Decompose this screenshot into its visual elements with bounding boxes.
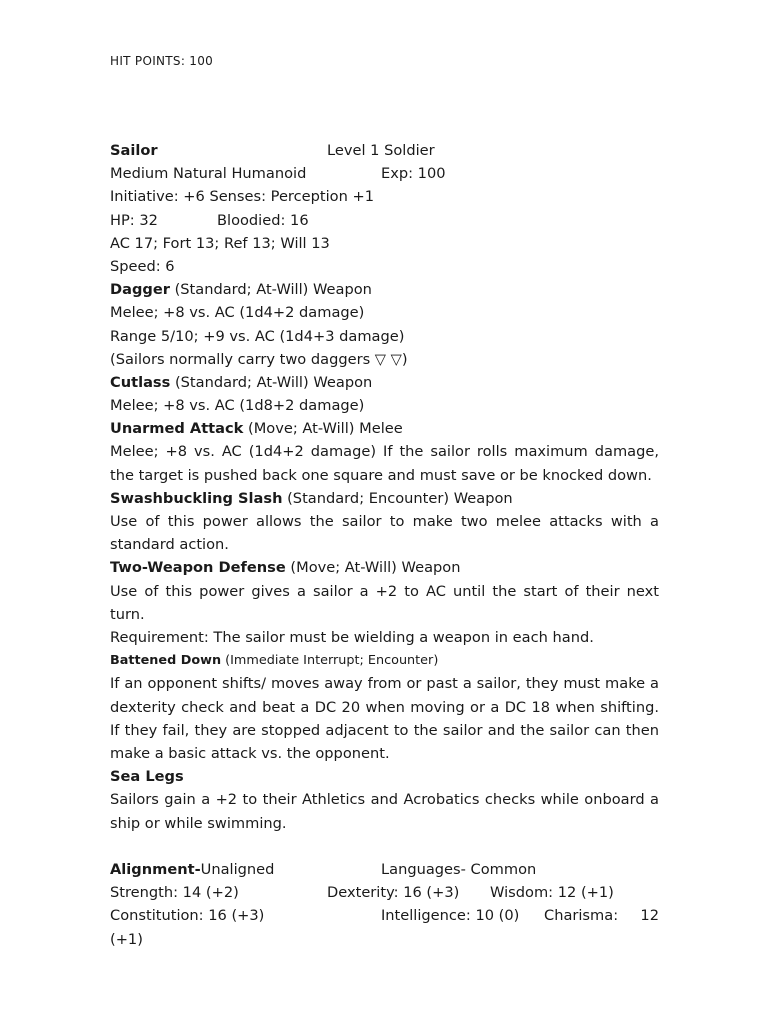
stat-block (110, 139, 659, 951)
bloodied: Bloodied: 16 (217, 211, 309, 229)
dagger-note: (Sailors normally carry two daggers ▽ ▽) (110, 350, 408, 368)
hp: HP: 32 (110, 211, 158, 229)
defenses: AC 17; Fort 13; Ref 13; Will 13 (110, 234, 330, 252)
type-row (110, 162, 659, 185)
hit-points-heading: HIT POINTS: 100 (110, 54, 214, 68)
sealegs-name: Sea Legs (110, 768, 184, 786)
constitution: Constitution: 16 (+3) (110, 907, 265, 925)
twd-header (110, 556, 659, 579)
battened-name: Battened Down (110, 653, 222, 669)
battened-header (110, 649, 659, 672)
hp-row (110, 209, 659, 232)
sealegs-text: Sailors gain a +2 to their Athletics and Acrobatics checks while onboard a ship or while swimming. (110, 791, 659, 832)
unarmed-header (110, 417, 659, 440)
unarmed-text: Melee; +8 vs. AC (1d4+2 damage) If the sailor rolls maximum damage, the target is pushed back one square and must save or be knocked down. (110, 443, 659, 484)
twd-text: Use of this power gives a sailor a +2 to AC until the start of their next turn. (110, 582, 659, 623)
cutlass-melee: Melee; +8 vs. AC (1d8+2 damage) (110, 397, 365, 415)
senses: Senses: Perception +1 (209, 188, 374, 206)
battened-type: (Immediate Interrupt; Encounter) (221, 653, 439, 669)
charisma-mod: (+1) (110, 930, 143, 948)
alignment-value: Unaligned (200, 861, 275, 878)
name-row (110, 139, 659, 162)
charisma: Charisma: (544, 907, 619, 925)
wisdom: Wisdom: 12 (+1) (490, 884, 614, 902)
cutlass-name: Cutlass (110, 373, 171, 391)
cutlass-header (110, 371, 659, 394)
unarmed-name: Unarmed Attack (110, 420, 244, 438)
sealegs-header (110, 765, 659, 788)
dagger-melee: Melee; +8 vs. AC (1d4+2 damage) (110, 304, 365, 322)
battened-text: If an opponent shifts/ moves away from or past a sailor, they must make a dexterity check and beat a DC 20 when moving or a DC 18 when shifting. If they fail, they are stopped adjacent to the sailor and the sailor can then make a basic attack vs. the opponent. (110, 675, 659, 763)
twd-type: (Move; At-Will) Weapon (285, 559, 461, 577)
twd-requirement: Requirement: The sailor must be wielding a weapon in each hand. (110, 629, 594, 647)
unarmed-type: (Move; At-Will) Melee (243, 420, 403, 438)
alignment-label: Alignment- (110, 861, 201, 878)
strength: Strength: 14 (+2) (110, 884, 239, 902)
spacer (110, 835, 659, 858)
intelligence: Intelligence: 10 (0) (381, 907, 520, 925)
monster-exp: Exp: 100 (381, 165, 446, 183)
swash-header (110, 487, 659, 510)
abilities-row-1 (110, 881, 659, 904)
monster-name: Sailor (110, 142, 158, 159)
dexterity: Dexterity: 16 (+3) (327, 884, 460, 902)
initiative-row (110, 185, 659, 208)
monster-type: Medium Natural Humanoid (110, 165, 307, 183)
languages: Languages- Common (381, 861, 537, 878)
dagger-name: Dagger (110, 281, 170, 299)
alignment-row (110, 858, 659, 881)
abilities-row-2 (110, 904, 659, 927)
swash-type: (Standard; Encounter) Weapon (282, 489, 513, 507)
twd-name: Two-Weapon Defense (110, 559, 286, 577)
dagger-header (110, 278, 659, 301)
speed: Speed: 6 (110, 257, 175, 275)
cutlass-type: (Standard; At-Will) Weapon (170, 373, 373, 391)
dagger-type: (Standard; At-Will) Weapon (169, 281, 372, 299)
charisma-value: 12 (640, 907, 659, 925)
monster-level: Level 1 Soldier (327, 142, 435, 159)
initiative: Initiative: +6 (110, 188, 205, 206)
dagger-range: Range 5/10; +9 vs. AC (1d4+3 damage) (110, 327, 405, 345)
swash-name: Swashbuckling Slash (110, 489, 283, 507)
swash-text: Use of this power allows the sailor to make two melee attacks with a standard action. (110, 513, 659, 554)
